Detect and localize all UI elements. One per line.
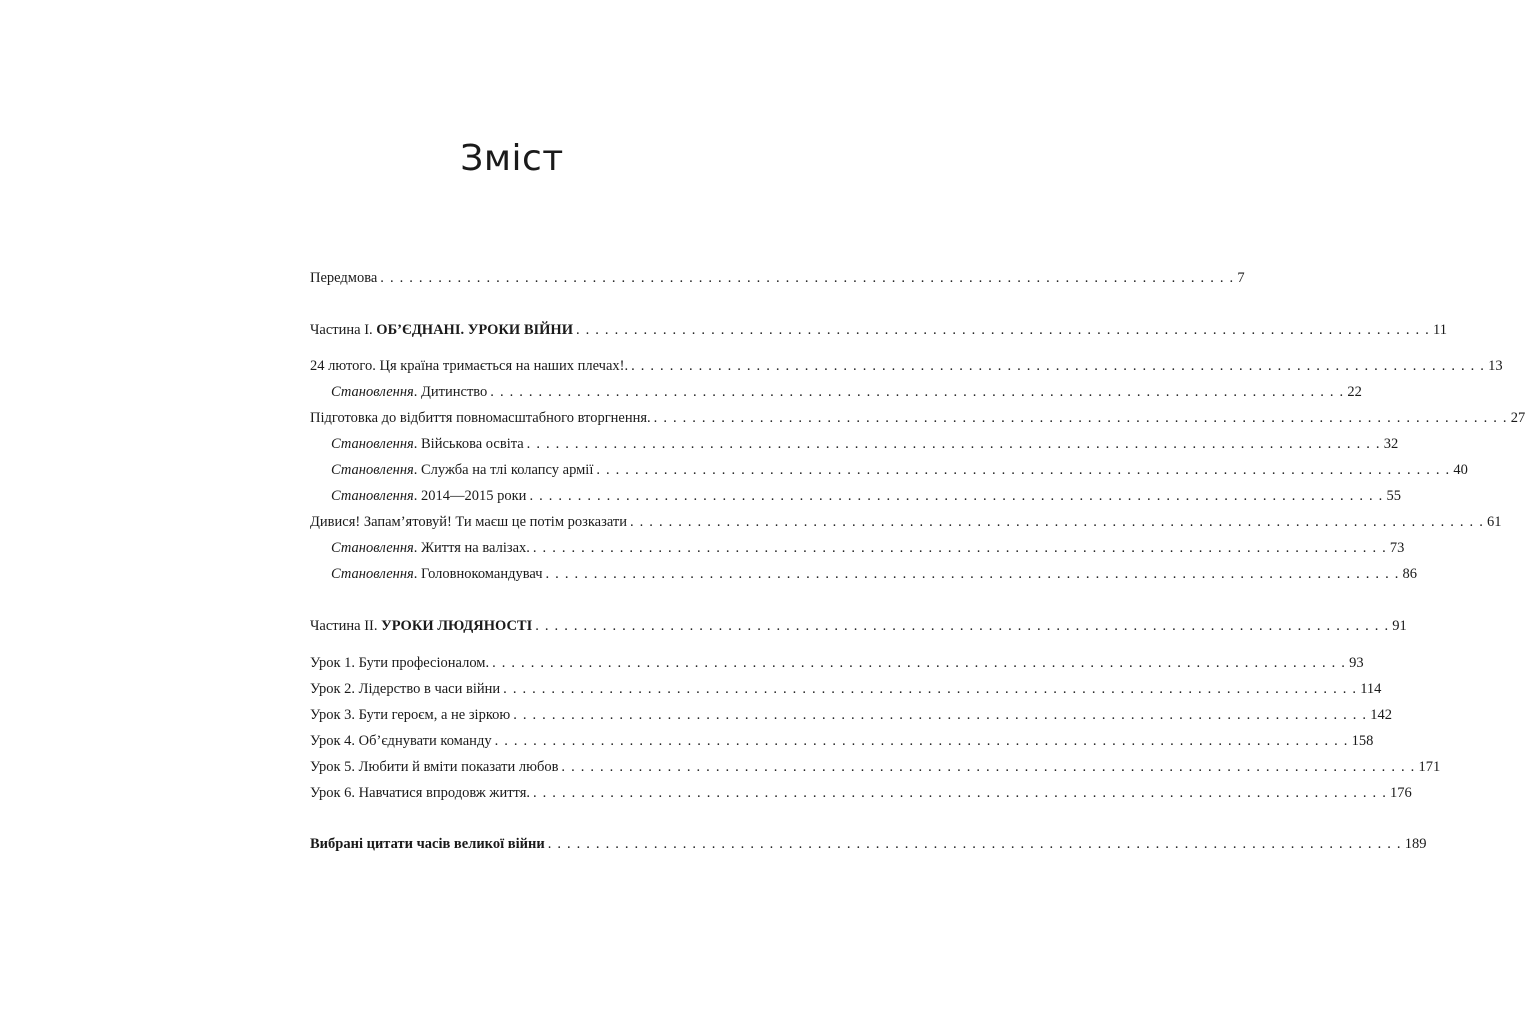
leader-dots: . . . . . . . . . . . . . . . . . . . . . . . . . . . . . . . . . . . . . . . . . . . . . . . . . . . . . . . . . . . . . . . . . . . . . . . . . . . . . . . . . . . . . . . . .: [596, 462, 1451, 478]
toc-entry-childhood[interactable]: [310, 381, 1362, 403]
page-number: 114: [1360, 681, 1382, 697]
page-number: 40: [1453, 462, 1468, 478]
toc-entry-lesson-3[interactable]: [310, 704, 1392, 726]
leader-dots: . . . . . . . . . . . . . . . . . . . . . . . . . . . . . . . . . . . . . . . . . . . . . . . . . . . . . . . . . . . . . . . . . . . . . . . . . . . . . . . . . . . . . . . . .: [545, 566, 1400, 582]
toc-entry-label: Передмова: [310, 270, 378, 286]
toc-entry-lesson-2[interactable]: [310, 678, 1382, 700]
leader-dots: . . . . . . . . . . . . . . . . . . . . . . . . . . . . . . . . . . . . . . . . . . . . . . . . . . . . . . . . . . . . . . . . . . . . . . . . . . . . . . . . . . . . . . . . .: [561, 759, 1416, 775]
toc-entry-label: Становлення. Головнокомандувач: [331, 566, 543, 582]
leader-dots: . . . . . . . . . . . . . . . . . . . . . . . . . . . . . . . . . . . . . . . . . . . . . . . . . . . . . . . . . . . . . . . . . . . . . . . . . . . . . . . . . . . . . . . . .: [503, 681, 1358, 697]
page-number: 22: [1347, 384, 1362, 400]
page-number: 86: [1402, 566, 1418, 582]
page-number: 189: [1404, 836, 1427, 852]
toc-entry-service[interactable]: [310, 459, 1468, 481]
leader-dots: . . . . . . . . . . . . . . . . . . . . . . . . . . . . . . . . . . . . . . . . . . . . . . . . . . . . . . . . . . . . . . . . . . . . . . . . . . . . . . . . . . . . . . . . .: [494, 733, 1349, 749]
toc-entry-label: Становлення. Служба на тлі колапсу армії: [331, 462, 594, 478]
toc-entry-commander[interactable]: [310, 563, 1418, 585]
leader-dots: . . . . . . . . . . . . . . . . . . . . . . . . . . . . . . . . . . . . . . . . . . . . . . . . . . . . . . . . . . . . . . . . . . . . . . . . . . . . . . . . . . . . . . . . .: [490, 384, 1345, 400]
toc-entry-preparation[interactable]: [310, 407, 1525, 429]
page-number: 158: [1351, 733, 1374, 749]
leader-dots: . . . . . . . . . . . . . . . . . . . . . . . . . . . . . . . . . . . . . . . . . . . . . . . . . . . . . . . . . . . . . . . . . . . . . . . . . . . . . . . . . . . . . . . . .: [631, 358, 1486, 374]
toc-entry-label: Урок 3. Бути героєм, а не зіркою: [310, 707, 511, 723]
toc-entry-label: Урок 1. Бути професіоналом.: [310, 655, 490, 671]
toc-entry-life-on-suitcases[interactable]: [310, 537, 1405, 559]
toc-entry-lesson-5[interactable]: [310, 756, 1441, 778]
toc-entry-military-education[interactable]: [310, 433, 1399, 455]
toc-entry-label: Урок 5. Любити й вміти показати любов: [310, 759, 559, 775]
leader-dots: . . . . . . . . . . . . . . . . . . . . . . . . . . . . . . . . . . . . . . . . . . . . . . . . . . . . . . . . . . . . . . . . . . . . . . . . . . . . . . . . . . . . . . . . .: [653, 410, 1508, 426]
page-number: 27: [1510, 410, 1525, 426]
page-number: 61: [1487, 514, 1502, 530]
toc-entry-label: Урок 2. Лідерство в часи війни: [310, 681, 501, 697]
toc-entry-label: Частина II. УРОКИ ЛЮДЯНОСТІ: [310, 618, 533, 634]
toc-entry-label: 24 лютого. Ця країна тримається на наших плечах!.: [310, 358, 629, 374]
leader-dots: . . . . . . . . . . . . . . . . . . . . . . . . . . . . . . . . . . . . . . . . . . . . . . . . . . . . . . . . . . . . . . . . . . . . . . . . . . . . . . . . . . . . . . . . .: [529, 488, 1384, 504]
leader-dots: . . . . . . . . . . . . . . . . . . . . . . . . . . . . . . . . . . . . . . . . . . . . . . . . . . . . . . . . . . . . . . . . . . . . . . . . . . . . . . . . . . . . . . . . .: [630, 514, 1485, 530]
leader-dots: . . . . . . . . . . . . . . . . . . . . . . . . . . . . . . . . . . . . . . . . . . . . . . . . . . . . . . . . . . . . . . . . . . . . . . . . . . . . . . . . . . . . . . . . .: [547, 836, 1402, 852]
toc-entry-label: Становлення. 2014—2015 роки: [331, 488, 527, 504]
page-number: 32: [1383, 436, 1399, 452]
leader-dots: . . . . . . . . . . . . . . . . . . . . . . . . . . . . . . . . . . . . . . . . . . . . . . . . . . . . . . . . . . . . . . . . . . . . . . . . . . . . . . . . . . . . . . . . .: [492, 655, 1347, 671]
toc-entry-lesson-4[interactable]: [310, 730, 1374, 752]
toc-entry-2014-2015[interactable]: [310, 485, 1401, 507]
toc-entry-lesson-6[interactable]: [310, 782, 1412, 804]
toc-entry-label: Становлення. Життя на валізах.: [331, 540, 530, 556]
toc-entry-part-2[interactable]: [310, 615, 1407, 637]
leader-dots: . . . . . . . . . . . . . . . . . . . . . . . . . . . . . . . . . . . . . . . . . . . . . . . . . . . . . . . . . . . . . . . . . . . . . . . . . . . . . . . . . . . . . . . . .: [533, 785, 1388, 801]
toc-entry-part-1[interactable]: [310, 319, 1447, 341]
toc-entry-look-remember[interactable]: [310, 511, 1502, 533]
page-number: 11: [1433, 322, 1447, 338]
toc-entry-lesson-1[interactable]: [310, 652, 1364, 674]
leader-dots: . . . . . . . . . . . . . . . . . . . . . . . . . . . . . . . . . . . . . . . . . . . . . . . . . . . . . . . . . . . . . . . . . . . . . . . . . . . . . . . . . . . . . . . . .: [532, 540, 1387, 556]
page-number: 171: [1418, 759, 1441, 775]
page-title: Зміст: [460, 138, 564, 179]
leader-dots: . . . . . . . . . . . . . . . . . . . . . . . . . . . . . . . . . . . . . . . . . . . . . . . . . . . . . . . . . . . . . . . . . . . . . . . . . . . . . . . . . . . . . . . . .: [513, 707, 1368, 723]
toc-entry-label: Становлення. Дитинство: [331, 384, 488, 400]
toc-entry-label: Вибрані цитати часів великої війни: [310, 836, 545, 852]
leader-dots: . . . . . . . . . . . . . . . . . . . . . . . . . . . . . . . . . . . . . . . . . . . . . . . . . . . . . . . . . . . . . . . . . . . . . . . . . . . . . . . . . . . . . . . . .: [380, 270, 1235, 286]
toc-entry-label: Становлення. Військова освіта: [331, 436, 524, 452]
toc-entry-label: Підготовка до відбиття повномасштабного вторгнення.: [310, 410, 651, 426]
toc-entry-label: Урок 6. Навчатися впродовж життя.: [310, 785, 530, 801]
toc-entry-quotes[interactable]: [310, 833, 1427, 855]
toc-entry-feb-24[interactable]: [310, 355, 1503, 377]
leader-dots: . . . . . . . . . . . . . . . . . . . . . . . . . . . . . . . . . . . . . . . . . . . . . . . . . . . . . . . . . . . . . . . . . . . . . . . . . . . . . . . . . . . . . . . . .: [575, 322, 1431, 338]
page-number: 176: [1390, 785, 1412, 801]
page-number: 91: [1392, 618, 1407, 634]
toc-entry-preface[interactable]: [310, 267, 1245, 289]
page-number: 142: [1370, 707, 1392, 723]
page-number: 73: [1389, 540, 1405, 556]
page-number: 55: [1386, 488, 1401, 504]
page-number: 13: [1488, 358, 1503, 374]
toc-entry-label: Дивися! Запам’ятовуй! Ти маєш це потім розказати: [310, 514, 627, 530]
page-number: 7: [1237, 270, 1245, 286]
toc-entry-label: Частина I. ОБ’ЄДНАНІ. УРОКИ ВІЙНИ: [310, 322, 573, 338]
leader-dots: . . . . . . . . . . . . . . . . . . . . . . . . . . . . . . . . . . . . . . . . . . . . . . . . . . . . . . . . . . . . . . . . . . . . . . . . . . . . . . . . . . . . . . . . .: [526, 436, 1381, 452]
page-number: 93: [1349, 655, 1364, 671]
leader-dots: . . . . . . . . . . . . . . . . . . . . . . . . . . . . . . . . . . . . . . . . . . . . . . . . . . . . . . . . . . . . . . . . . . . . . . . . . . . . . . . . . . . . . . . . .: [535, 618, 1390, 634]
toc-entry-label: Урок 4. Об’єднувати команду: [310, 733, 492, 749]
